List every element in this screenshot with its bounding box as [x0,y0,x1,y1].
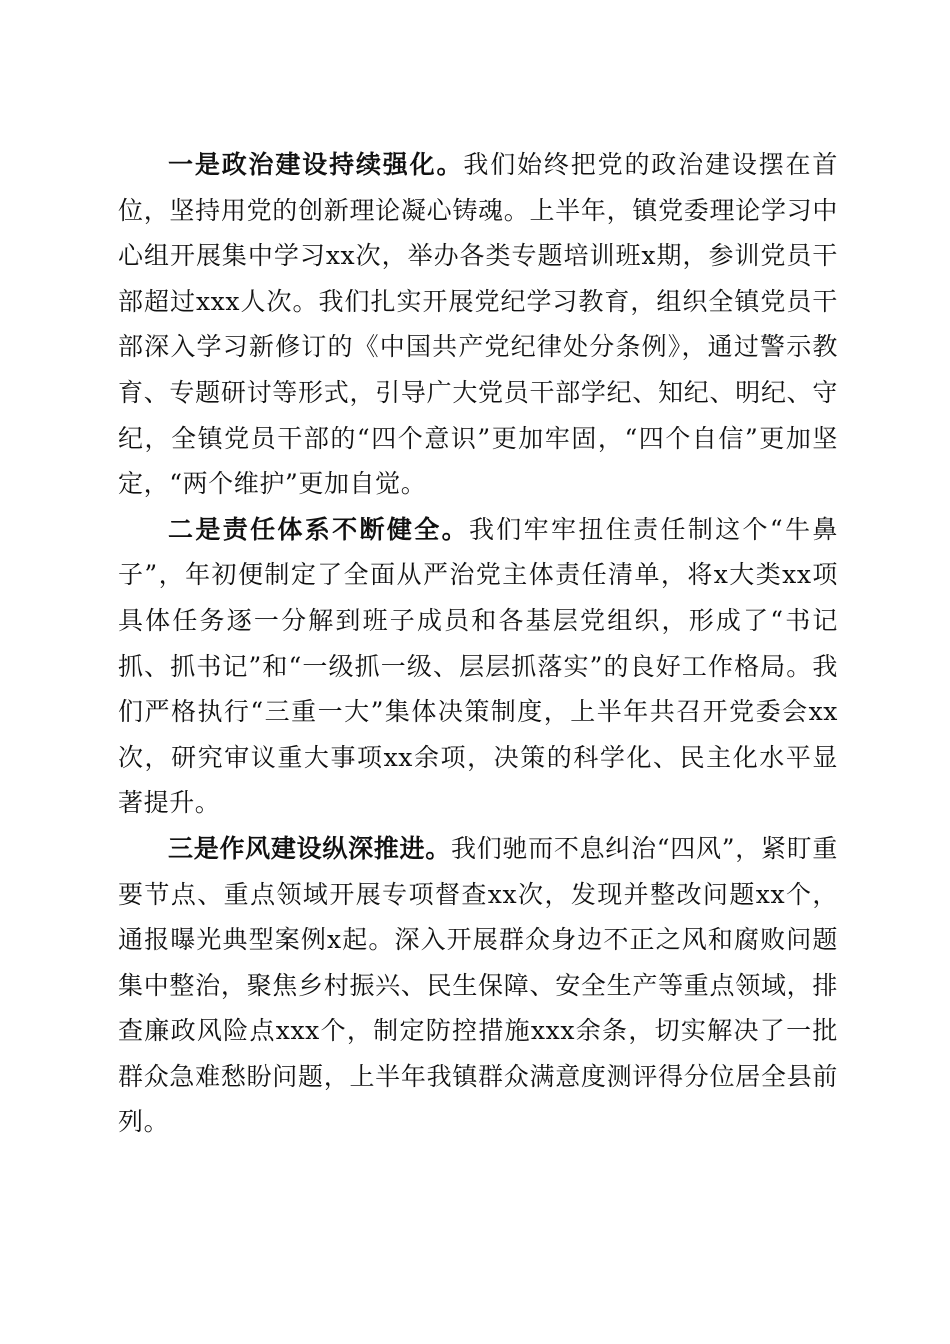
paragraph-text: 我们牢牢扭住责任制这个“牛鼻子”，年初便制定了全面从严治党主体责任清单，将x大类xx项具体任务逐一分解到班子成员和各基层党组织，形成了“书记抓、抓书记”和“一级抓一级、层层抓落实”的良好工作格局。我们严格执行“三重一大”集体决策制度，上半年共召开党委会xx次，研究审议重大事项xx余项，决策的科学化、民主化水平显著提升。 [118,514,838,818]
paragraph-lead: 二是责任体系不断健全。 [168,514,469,544]
paragraph-responsibility-system [118,507,838,826]
paragraph-text: 我们始终把党的政治建设摆在首位，坚持用党的创新理论凝心铸魂。上半年，镇党委理论学习中心组开展集中学习xx次，举办各类专题培训班x期，参训党员干部超过xxx人次。我们扎实开展党纪学习教育，组织全镇党员干部深入学习新修订的《中国共产党纪律处分条例》，通过警示教育、专题研讨等形式，引导广大党员干部学纪、知纪、明纪、守纪，全镇党员干部的“四个意识”更加牢固，“四个自信”更加坚定，“两个维护”更加自觉。 [118,150,838,499]
document-body [118,142,838,1145]
paragraph-political-construction [118,142,838,507]
paragraph-lead: 一是政治建设持续强化。 [168,150,464,179]
paragraph-text: 我们驰而不息纠治“四风”，紧盯重要节点、重点领域开展专项督查xx次，发现并整改问题xx个，通报曝光典型案例x起。深入开展群众身边不正之风和腐败问题集中整治，聚焦乡村振兴、民生保障、安全生产等重点领域，排查廉政风险点xxx个，制定防控措施xxx余条，切实解决了一批群众急难愁盼问题，上半年我镇群众满意度测评得分位居全县前列。 [118,833,838,1137]
paragraph-lead: 三是作风建设纵深推进。 [168,833,451,863]
paragraph-work-style [118,826,838,1145]
